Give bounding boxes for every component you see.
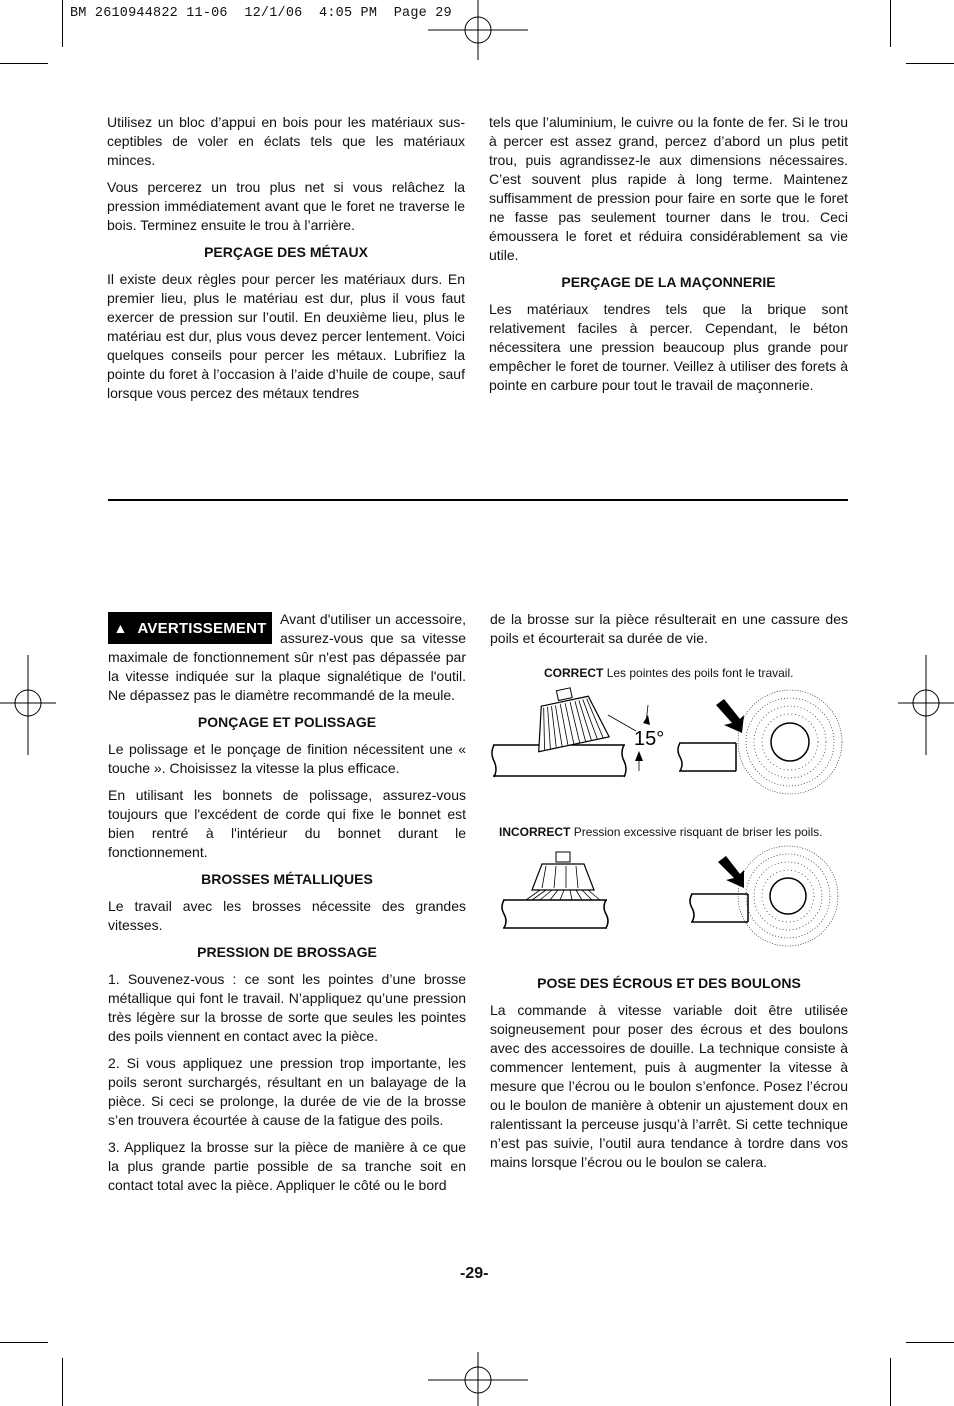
angle-label: 15° [634, 728, 665, 750]
caption-text: Pression excessive risquant de briser les poils. [573, 825, 823, 839]
section-heading: PERÇAGE DES MÉTAUX [204, 244, 368, 260]
bottom-right-intro [490, 610, 848, 656]
figure-caption-correct [544, 666, 793, 680]
page-number: -29- [460, 1265, 489, 1282]
bottom-right-column [490, 974, 848, 1180]
top-right-column [489, 113, 848, 403]
paragraph: 2. Si vous appliquez une pression trop importante, les poils seront surchargés, résultant en un balayage de la pièce. Si ceci se prolonge, la durée de vie de la brosse s’en trouvera écourtée à cause de la fatigue des poils. [108, 1055, 466, 1128]
registration-mark-right [898, 655, 954, 755]
paragraph: Le polissage et le ponçage de finition nécessitent une « touche ». Choisissez la vitesse la plus efficace. [108, 741, 466, 776]
warning-badge [108, 612, 272, 644]
caption-label: CORRECT [544, 666, 604, 680]
paragraph: Le travail avec les brosses nécessite des grandes vitesses. [108, 898, 466, 933]
paragraph: tels que l’aluminium, le cuivre ou la fonte de fer. Si le trou à percer est assez grand, percez d’abord un plus petit trou, puis agrandissez-le aux dimensions nécessaires. C’est souvent plus rapide à long terme. Maintenez suffisamment de pression pour faire en sorte que le foret ne fasse pas seulement tourner dans le trou. Ceci émoussera le foret et réduira considérablement sa vie utile. [489, 114, 848, 263]
figure-caption-incorrect [499, 825, 822, 839]
paragraph: Les matériaux tendres tels que la brique sont relativement faciles à percer. Cependant, le béton nécessitera une pression beaucoup plus grande pour empêcher le foret de tourner. Veillez à utiliser des forets à pointe en carbure pour tout le travail de maçonnerie. [489, 301, 848, 393]
section-heading: PRESSION DE BROSSAGE [197, 944, 377, 960]
paragraph: Il existe deux règles pour percer les matériaux durs. En premier lieu, plus le matériau est dur, plus il vous faut exercer de pression sur l’outil. En deuxième lieu, plus le matériau est dur, plus vous devez percer lentement. Voici quelques conseils pour percer les métaux. Lubrifiez la pointe du foret à l’occasion à l’aide d’huile de coupe, sauf lorsque vous percez des métaux tendres [107, 271, 465, 401]
paragraph: de la brosse sur la pièce résulterait en une cassure des poils et écourterait sa durée de vie. [490, 611, 848, 646]
paragraph: La commande à vitesse variable doit être utilisée soigneusement pour poser des écrous et des boulons avec des accessoires de douille. La technique consiste à commencer lentement, puis à augmenter la vitesse à mesure que l’écrou ou le boulon s’enfonce. Posez l’écrou ou le boulon de manière à obtenir un ajustement doux en ralentissant la perceuse jusqu’à l’arrêt. Si cette technique n’est pas suivie, l’outil aura tendance à tordre dans vos mains lorsque l’écrou ou le boulon se calera. [490, 1002, 848, 1170]
registration-mark-left [0, 655, 56, 755]
paragraph: Utilisez un bloc d’appui en bois pour les matériaux sus-ceptibles de voler en éclats tels que les matériaux minces. [107, 114, 465, 168]
radial-wheel-brush [738, 846, 838, 946]
section-heading: PONÇAGE ET POLISSAGE [197, 714, 377, 730]
warning-text: Avant d'utiliser un accessoire, assurez-vous que sa vitesse maximale de fonctionnement sûr n'est pas dépassée par la vitesse indiquée sur la plaque signalétique de l'outil. Ne dépassez pas le diamètre recommandé de la meule. [108, 611, 466, 703]
caption-label: INCORRECT [499, 825, 571, 839]
section-heading: POSE DES ÉCROUS ET DES BOULONS [537, 975, 801, 991]
paragraph: Vous percerez un trou plus net si vous relâchez la pression immédiatement avant que le foret ne traverse le bois. Terminez ensuite le trou à l’arrière. [107, 179, 465, 233]
warning-triangle-icon: ▲ [113, 619, 128, 636]
paragraph: 1. Souvenez-vous : ce sont les pointes d’une brosse métallique qui font le travail. N’appliquez qu’une pression très légère sur la brosse de sorte que seules les pointes des poils viennent en contact avec la pièce. [108, 971, 466, 1044]
paragraph: 3. Appliquez la brosse sur la pièce de manière à ce que la plus grande partie possible de sa tranche soit en contact total avec la pièce. Appliquer le côté ou le bord [108, 1139, 466, 1193]
caption-text: Les pointes des poils font le travail. [606, 666, 794, 680]
section-divider [108, 499, 848, 501]
registration-mark-bottom [428, 1352, 528, 1406]
registration-mark-top [428, 0, 528, 60]
section-heading: BROSSES MÉTALLIQUES [201, 871, 373, 887]
print-slug: BM 2610944822 11-06 12/1/06 4:05 PM Page 29 [70, 6, 452, 21]
paragraph: En utilisant les bonnets de polissage, assurez-vous toujours que l'excédent de corde qui fixe le bonnet est bien rentré à l'intérieur du bonnet durant le fonctionnement. [108, 787, 466, 860]
top-left-column [107, 113, 465, 411]
figure-correct-brushing [488, 685, 848, 795]
figure-incorrect-brushing [496, 842, 848, 952]
section-heading: PERÇAGE DE LA MAÇONNERIE [561, 274, 776, 290]
warning-label: AVERTISSEMENT [137, 619, 267, 637]
bottom-left-column [108, 610, 466, 1203]
radial-wheel-brush [738, 690, 842, 794]
